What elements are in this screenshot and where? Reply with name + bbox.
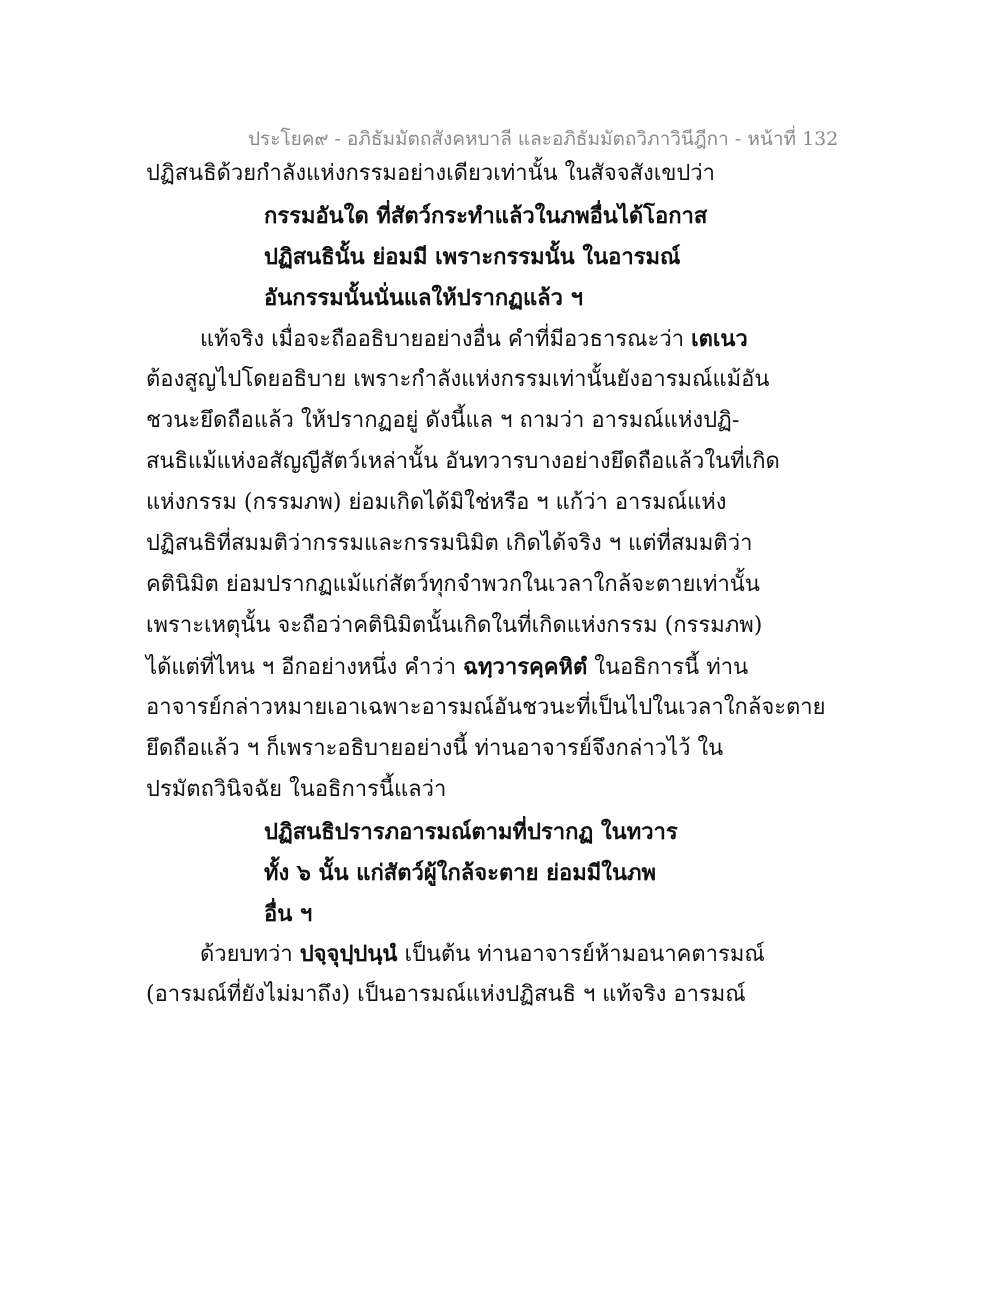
- pali-term-chadvara: ฉทฺวารคฺคหิตํ: [463, 654, 588, 680]
- paragraph-3-text: เป็นต้น ท่านอาจารย์ห้ามอนาคตารมณ์: [397, 942, 765, 967]
- paragraph-2-line-5: แห่งกรรม (กรรมภพ) ย่อมเกิดได้มิใช่หรือ ฯ แก้ว่า อารมณ์แห่ง: [146, 490, 727, 515]
- paragraph-2-line-3: ชวนะยึดถือแล้ว ให้ปรากฏอยู่ ดังนี้แล ฯ ถามว่า อารมณ์แห่งปฏิ-: [146, 408, 740, 433]
- paragraph-2-line-8: เพราะเหตุนั้น จะถือว่าคตินิมิตนั้นเกิดในที่เกิดแห่งกรรม (กรรมภพ): [146, 613, 763, 638]
- verse-1-line-2: ปฏิสนธินั้น ย่อมมี เพราะกรรมนั้น ในอารมณ์: [264, 244, 681, 270]
- paragraph-3-text: ด้วยบทว่า: [200, 942, 300, 967]
- paragraph-2-line-12: ปรมัตถวินิจฉัย ในอธิการนี้แลว่า: [146, 777, 447, 802]
- paragraph-2-line-1: [200, 325, 748, 354]
- verse-2-line-1: ปฏิสนธิปรารภอารมณ์ตามที่ปรากฏ ในทวาร: [264, 819, 678, 845]
- pali-term-tenewa: เตเนว: [691, 326, 748, 352]
- paragraph-2-text: แท้จริง เมื่อจะถืออธิบายอย่างอื่น คำที่มีอวธารณะว่า: [200, 327, 692, 352]
- verse-2-line-2: ทั้ง ๖ นั้น แก่สัตว์ผู้ใกล้จะตาย ย่อมมีในภพ: [264, 860, 657, 886]
- paragraph-3-line-1: [200, 940, 765, 969]
- paragraph-2-line-7: คตินิมิต ย่อมปรากฏแม้แก่สัตว์ทุกจำพวกในเวลาใกล้จะตายเท่านั้น: [146, 572, 760, 597]
- verse-1-line-1: กรรมอันใด ที่สัตว์กระทำแล้วในภพอื่นได้โอกาส: [264, 203, 708, 229]
- pali-term-paccuppanna: ปจฺจุปฺปนฺนํ: [299, 941, 398, 967]
- paragraph-2-line-9: [146, 653, 748, 682]
- paragraph-1-line-1: ปฏิสนธิด้วยกำลังแห่งกรรมอย่างเดียวเท่านั้น ในสัจจสังเขปว่า: [146, 161, 716, 186]
- page-header: ประโยค๙ - อภิธัมมัตถสังคหบาลี และอภิธัมมัตถวิภาวินีฎีกา - หน้าที่ 132: [248, 128, 839, 150]
- paragraph-2-line-6: ปฏิสนธิที่สมมติว่ากรรมและกรรมนิมิต เกิดได้จริง ฯ แต่ที่สมมติว่า: [146, 531, 753, 556]
- paragraph-2-line-2: ต้องสูญไปโดยอธิบาย เพราะกำลังแห่งกรรมเท่านั้นยังอารมณ์แม้อัน: [146, 367, 770, 392]
- verse-2-line-3: อื่น ฯ: [264, 901, 313, 927]
- paragraph-3-line-2: (อารมณ์ที่ยังไม่มาถึง) เป็นอารมณ์แห่งปฏิสนธิ ฯ แท้จริง อารมณ์: [146, 982, 746, 1007]
- paragraph-2-text: ได้แต่ที่ไหน ฯ อีกอย่างหนึ่ง คำว่า: [146, 655, 464, 680]
- paragraph-2-text: ในอธิการนี้ ท่าน: [587, 655, 749, 680]
- verse-1-line-3: อันกรรมนั้นนั่นแลให้ปรากฏแล้ว ฯ: [264, 285, 584, 311]
- paragraph-2-line-10: อาจารย์กล่าวหมายเอาเฉพาะอารมณ์อันชวนะที่เป็นไปในเวลาใกล้จะตาย: [146, 695, 826, 720]
- paragraph-2-line-11: ยึดถือแล้ว ฯ ก็เพราะอธิบายอย่างนี้ ท่านอาจารย์จึงกล่าวไว้ ใน: [146, 736, 724, 761]
- paragraph-2-line-4: สนธิแม้แห่งอสัญญีสัตว์เหล่านั้น อันทวารบางอย่างยึดถือแล้วในที่เกิด: [146, 449, 780, 474]
